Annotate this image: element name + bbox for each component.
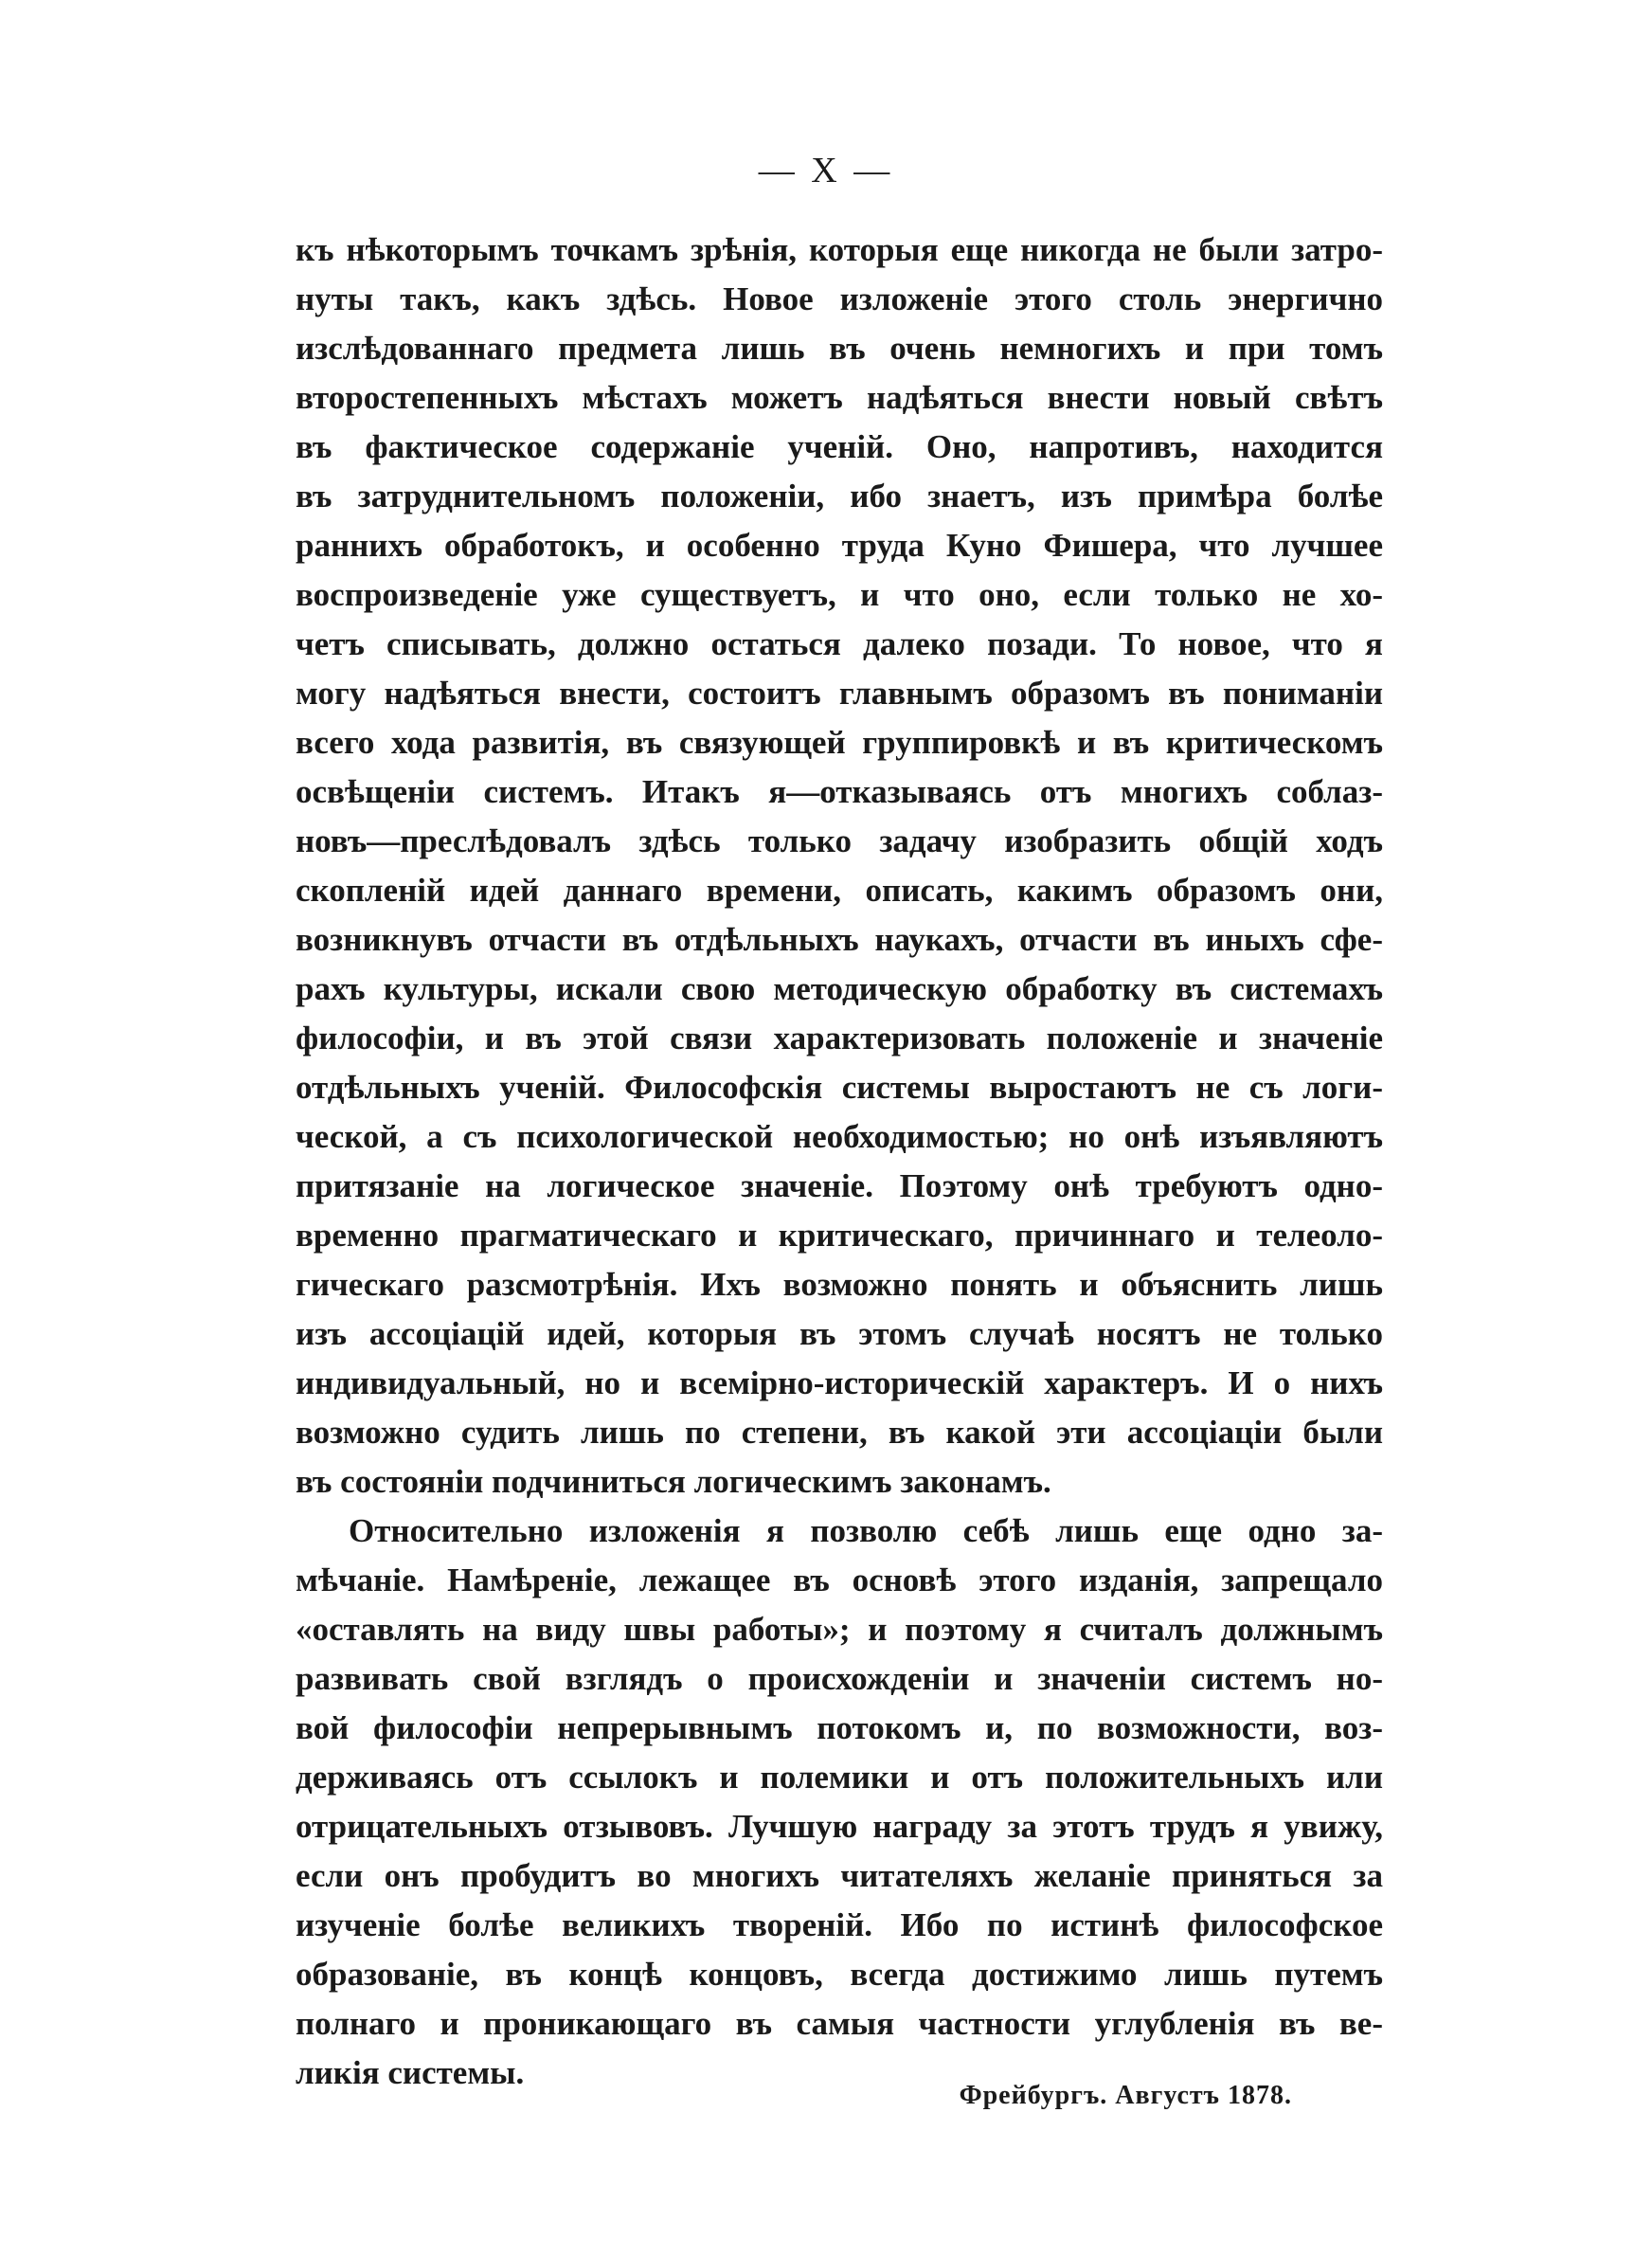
text-line: Относительно изложенія я позволю себѣ лишь еще одно за- bbox=[349, 1512, 1383, 1549]
text-line: воспроизведеніе уже существуетъ, и что оно, если только не хо- bbox=[296, 576, 1383, 613]
text-line: рахъ культуры, искали свою методическую обработку въ системахъ bbox=[296, 970, 1383, 1007]
text-line: нуты такъ, какъ здѣсь. Новое изложеніе этого столь энергично bbox=[296, 280, 1383, 317]
text-line: всего хода развитія, въ связующей группировкѣ и въ критическомъ bbox=[296, 724, 1383, 761]
text-line: къ нѣкоторымъ точкамъ зрѣнія, которыя еще никогда не были затро- bbox=[296, 231, 1383, 268]
text-line: отдѣльныхъ ученій. Философскія системы выростаютъ не съ логи- bbox=[296, 1069, 1383, 1106]
text-line: могу надѣяться внести, состоитъ главнымъ образомъ въ пониманіи bbox=[296, 675, 1383, 712]
text-line: философіи, и въ этой связи характеризовать положеніе и значеніе bbox=[296, 1020, 1383, 1056]
body-text bbox=[296, 226, 1383, 2098]
text-line: освѣщеніи системъ. Итакъ я—отказываясь отъ многихъ соблаз- bbox=[296, 773, 1383, 810]
text-line: возникнувъ отчасти въ отдѣльныхъ наукахъ, отчасти въ иныхъ сфе- bbox=[296, 921, 1383, 958]
text-line: вой философіи непрерывнымъ потокомъ и, по возможности, воз- bbox=[296, 1709, 1383, 1746]
text-line: второстепенныхъ мѣстахъ можетъ надѣяться внести новый свѣтъ bbox=[296, 379, 1383, 416]
paragraph-2 bbox=[296, 1507, 1383, 2098]
text-line: возможно судить лишь по степени, въ какой эти ассоціаціи были bbox=[296, 1414, 1383, 1451]
text-line: отрицательныхъ отзывовъ. Лучшую награду за этотъ трудъ я увижу, bbox=[296, 1808, 1383, 1845]
text-line: четъ списывать, должно остаться далеко позади. То новое, что я bbox=[296, 625, 1383, 662]
text-line: гическаго разсмотрѣнія. Ихъ возможно понять и объяснить лишь bbox=[296, 1266, 1383, 1303]
text-line: новъ—преслѣдовалъ здѣсь только задачу изобразить общій ходъ bbox=[296, 822, 1383, 859]
text-line: держиваясь отъ ссылокъ и полемики и отъ положительныхъ или bbox=[296, 1759, 1383, 1796]
text-line: образованіе, въ концѣ концовъ, всегда достижимо лишь путемъ bbox=[296, 1956, 1383, 1993]
text-line: скопленій идей даннаго времени, описать, какимъ образомъ они, bbox=[296, 872, 1383, 909]
signature-line: Фрейбургъ. Августъ 1878. bbox=[959, 2081, 1292, 2110]
text-line: индивидуальный, но и всемірно-историческій характеръ. И о нихъ bbox=[296, 1364, 1383, 1401]
text-line: развивать свой взглядъ о происхожденіи и значеніи системъ но- bbox=[296, 1660, 1383, 1697]
text-line: «оставлять на виду швы работы»; и поэтому я считалъ должнымъ bbox=[296, 1611, 1383, 1648]
text-line: временно прагматическаго и критическаго, причиннаго и телеоло- bbox=[296, 1217, 1383, 1254]
text-line: притязаніе на логическое значеніе. Поэтому онѣ требуютъ одно- bbox=[296, 1167, 1383, 1204]
text-line: изслѣдованнаго предмета лишь въ очень немногихъ и при томъ bbox=[296, 330, 1383, 367]
text-line: изъ ассоціацій идей, которыя въ этомъ случаѣ носятъ не только bbox=[296, 1315, 1383, 1352]
text-line: изученіе болѣе великихъ твореній. Ибо по истинѣ философское bbox=[296, 1906, 1383, 1943]
paragraph-1 bbox=[296, 226, 1383, 1507]
text-line: раннихъ обработокъ, и особенно труда Куно Фишера, что лучшее bbox=[296, 527, 1383, 564]
text-line: въ фактическое содержаніе ученій. Оно, напротивъ, находится bbox=[296, 428, 1383, 465]
text-line: въ затруднительномъ положеніи, ибо знаетъ, изъ примѣра болѣе bbox=[296, 478, 1383, 515]
text-line: въ состояніи подчиниться логическимъ законамъ. bbox=[296, 1463, 1051, 1500]
page-number: — X — bbox=[758, 151, 894, 190]
text-line: если онъ пробудитъ во многихъ читателяхъ желаніе приняться за bbox=[296, 1857, 1383, 1894]
text-line: ликія системы. bbox=[296, 2054, 525, 2091]
text-line: ческой, а съ психологической необходимостью; но онѣ изъявляютъ bbox=[296, 1118, 1383, 1155]
text-line: полнаго и проникающаго въ самыя частности углубленія въ ве- bbox=[296, 2005, 1383, 2042]
text-line: мѣчаніе. Намѣреніе, лежащее въ основѣ этого изданія, запрещало bbox=[296, 1562, 1383, 1598]
